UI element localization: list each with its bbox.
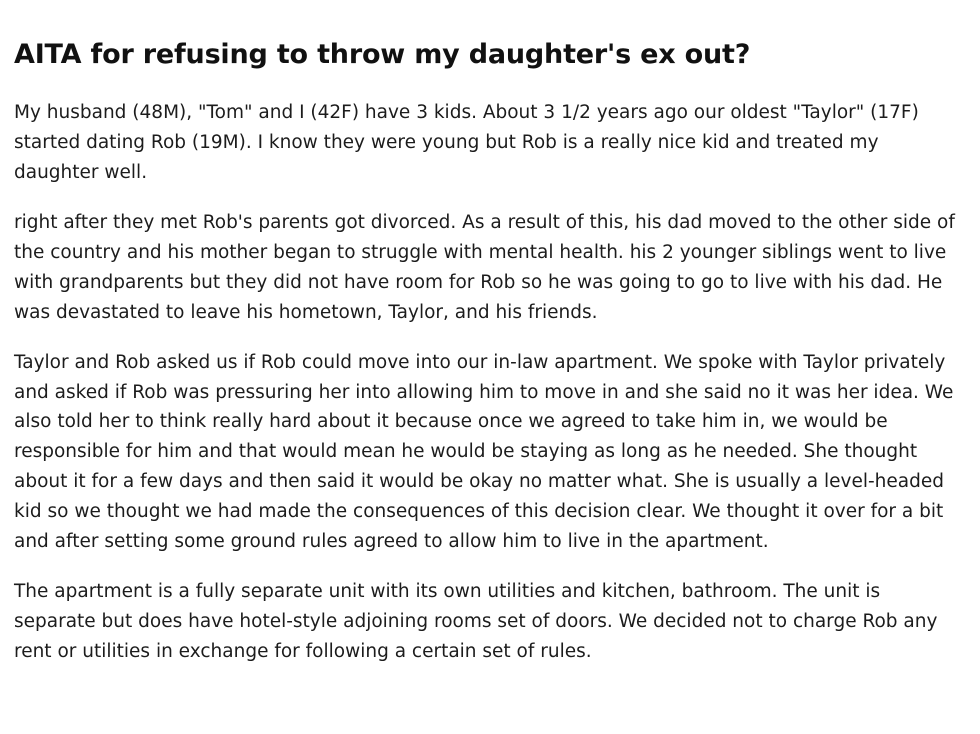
post-paragraph: The apartment is a fully separate unit with its own utilities and kitchen, bathroom. The unit is separate but does have hotel-style adjoining rooms set of doors. We decided not to charge Rob any rent or utilities in exchange for following a certain set of rules. [14, 581, 938, 663]
post-paragraph: My husband (48M), "Tom" and I (42F) have 3 kids. About 3 1/2 years ago our oldest "Taylor" (17F) started dating Rob (19M). I know they were young but Rob is a really nice kid and treated my daughter well. [14, 101, 919, 183]
post-paragraph: right after they met Rob's parents got divorced. As a result of this, his dad moved to the other side of the country and his mother began to struggle with mental health. his 2 younger siblings went to live with grandparents but they did not have room for Rob so he was going to go to live with his dad. He was devastated to leave his hometown, Taylor, and his friends. [14, 211, 955, 323]
page-title: AITA for refusing to throw my daughter's ex out? [14, 39, 751, 70]
post-body [14, 98, 966, 667]
post-paragraph: Taylor and Rob asked us if Rob could move into our in-law apartment. We spoke with Taylor privately and asked if Rob was pressuring her into allowing him to move in and she said no it was her idea. We also told her to think really hard about it because once we agreed to take him in, we would be responsible for him and that would mean he would be staying as long as he needed. She thought about it for a few days and then said it would be okay no matter what. She is usually a level-headed kid so we thought we had made the consequences of this decision clear. We thought it over for a bit and after setting some ground rules agreed to allow him to live in the apartment. [14, 351, 954, 553]
